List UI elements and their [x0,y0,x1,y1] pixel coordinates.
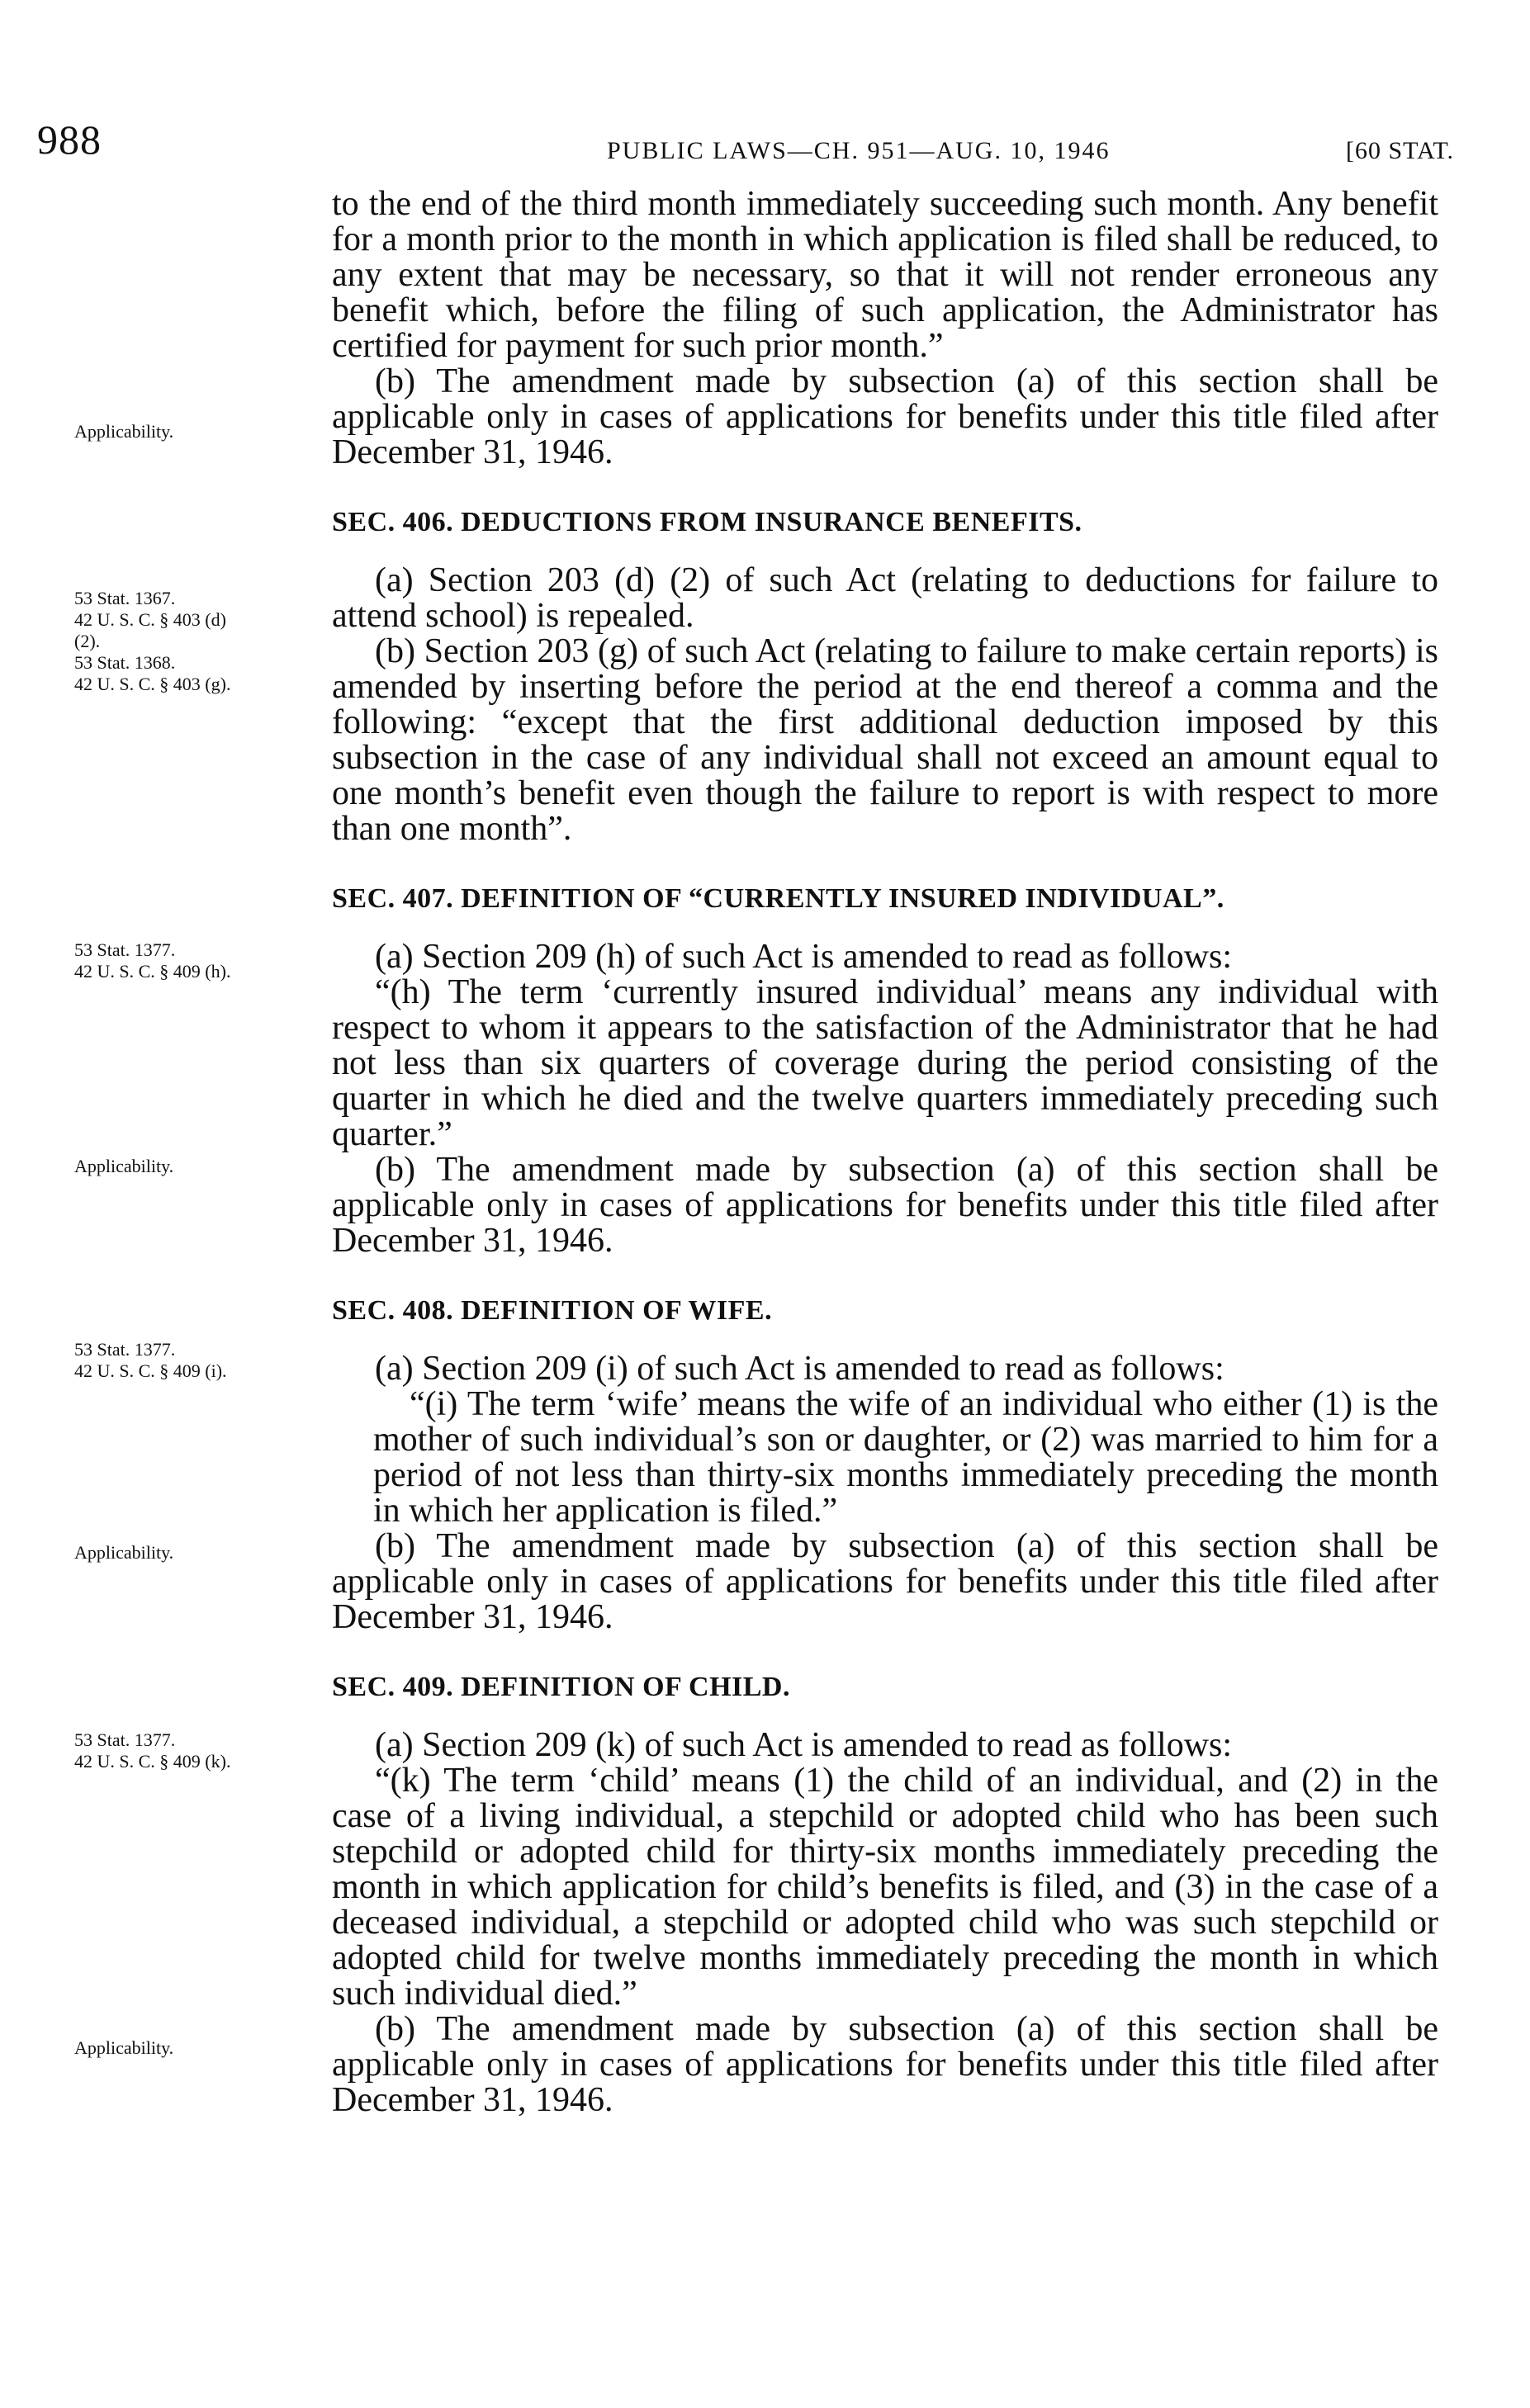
paragraph: (b) The amendment made by subsection (a) of this section shall be applicable only in cases of applications for benefits under this title filed after December 31, 1946. [332,2010,1438,2119]
margin-note-applicability: Applicability. [74,2037,174,2058]
body-text [332,187,1438,2118]
paragraph: (a) Section 209 (i) of such Act is amended to read as follows: [375,1350,1224,1388]
margin-note-citation: 53 Stat. 1377. 42 U. S. C. § 409 (k). [74,1729,231,1772]
margin-note-citation: 53 Stat. 1367. 42 U. S. C. § 403 (d) (2). 53 Stat. 1368. 42 U. S. C. § 403 (g). [74,588,231,694]
paragraph: to the end of the third month immediately succeeding such month. Any benefit for a month prior to the month in which application is filed shall be reduced, to any extent that may be necessary, so that it will not render erroneous any benefit which, before the filing of such application, the Administrator has certified for payment for such prior month.” [332,185,1438,365]
paragraph: (a) Section 203 (d) (2) of such Act (relating to deductions for failure to attend school) is repealed. [332,561,1438,635]
margin-note-citation: 53 Stat. 1377. 42 U. S. C. § 409 (h). [74,939,231,982]
paragraph: (b) The amendment made by subsection (a) of this section shall be applicable only in cases of applications for benefits under this title filed after December 31, 1946. [332,362,1438,471]
paragraph: (a) Section 209 (k) of such Act is amended to read as follows: [375,1726,1233,1764]
paragraph: (a) Section 209 (h) of such Act is amended to read as follows: [375,938,1233,976]
margin-note-applicability: Applicability. [74,421,174,442]
volume-reference: [60 STAT. [1346,137,1455,164]
section-heading: SEC. 408. DEFINITION OF WIFE. [332,1295,773,1326]
quoted-paragraph: “(i) The term ‘wife’ means the wife of an individual who either (1) is the mother of such individual’s son or daughter, or (2) was married to him for a period of not less than thirty-six months immediately preceding the month in which her application is filed.” [373,1385,1438,1530]
page-number: 988 [37,116,102,163]
section-heading: SEC. 406. DEDUCTIONS FROM INSURANCE BENEFITS. [332,507,1082,537]
margin-note-applicability: Applicability. [74,1156,174,1176]
paragraph: (b) The amendment made by subsection (a) of this section shall be applicable only in cases of applications for benefits under this title filed after December 31, 1946. [332,1151,1438,1260]
margin-note-citation: 53 Stat. 1377. 42 U. S. C. § 409 (i). [74,1339,227,1381]
section-heading: SEC. 409. DEFINITION OF CHILD. [332,1672,790,1702]
paragraph: (b) Section 203 (g) of such Act (relating to failure to make certain reports) is amended by inserting before the period at the end thereof a comma and the following: “except that the first additional deduction imposed by this subsection in the case of any individual shall not exceed an amount equal to one month’s benefit even though the failure to report is with respect to more than one month”. [332,632,1438,848]
section-heading: SEC. 407. DEFINITION OF “CURRENTLY INSURED INDIVIDUAL”. [332,883,1224,914]
running-head: PUBLIC LAWS—CH. 951—AUG. 10, 1946 [607,137,1111,164]
quoted-paragraph: “(h) The term ‘currently insured individual’ means any individual with respect to whom it appears to the satisfaction of the Administrator that he had not less than six quarters of coverage during the period consisting of the quarter in which he died and the twelve quarters immediately preceding such quarter.” [332,973,1438,1153]
margin-note-applicability: Applicability. [74,1542,174,1563]
paragraph: (b) The amendment made by subsection (a) of this section shall be applicable only in cases of applications for benefits under this title filed after December 31, 1946. [332,1527,1438,1636]
quoted-paragraph: “(k) The term ‘child’ means (1) the child of an individual, and (2) in the case of a living individual, a stepchild or adopted child who has been such stepchild or adopted child for thirty-six months immediately preceding the month in which application for child’s benefits is filed, and (3) in the case of a deceased individual, a stepchild or adopted child who was such stepchild or adopted child for twelve months immediately preceding the month in which such individual died.” [332,1762,1438,2013]
